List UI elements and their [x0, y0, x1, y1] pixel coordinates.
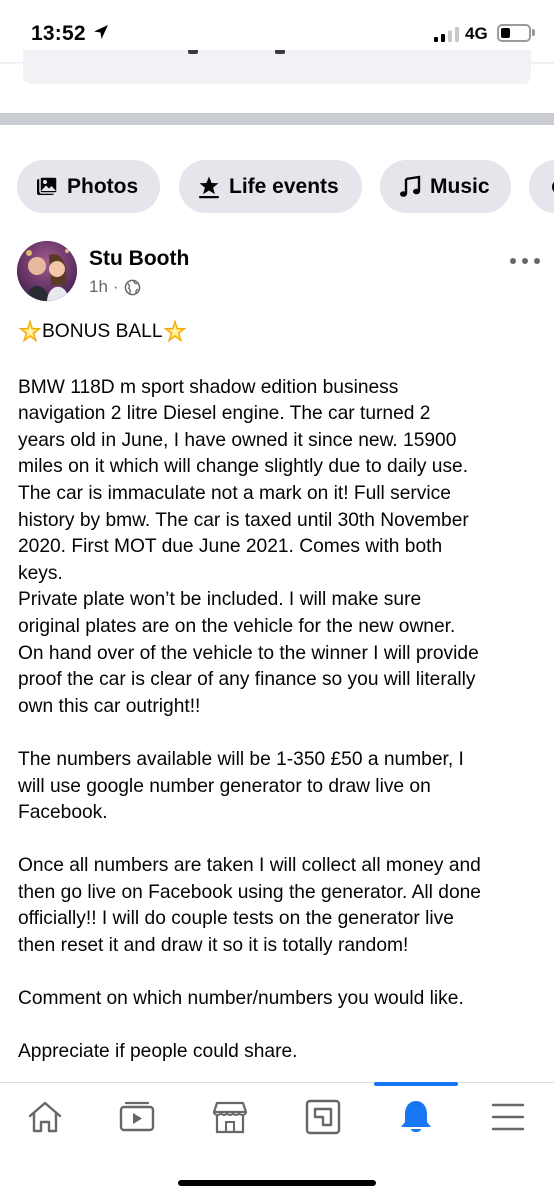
paragraph-gap	[18, 720, 538, 747]
more-dot	[510, 258, 516, 264]
notifications-icon	[397, 1098, 435, 1136]
post-bonus-line	[18, 318, 538, 346]
paragraph-gap	[18, 960, 538, 987]
post-line: original plates are on the vehicle for the new owner.	[18, 615, 456, 637]
post-body	[18, 318, 538, 1066]
chip-life-events[interactable]	[179, 160, 362, 213]
battery-tip	[532, 29, 535, 36]
post-line: BMW 118D m sport shadow edition business	[18, 376, 399, 398]
cut-off-chip-icon	[547, 175, 554, 199]
previous-card[interactable]	[23, 50, 531, 84]
post-line: years old in June, I have owned it since new. 15900	[18, 429, 457, 451]
post-line: Private plate won’t be included. I will make sure	[18, 589, 422, 611]
post-line: Facebook.	[18, 802, 108, 824]
photos-icon	[35, 175, 59, 199]
chip-music[interactable]	[380, 160, 511, 213]
menu-icon	[489, 1098, 527, 1136]
chip-photos[interactable]	[17, 160, 160, 213]
more-dot	[534, 258, 540, 264]
post-bonus-title: BONUS BALL	[42, 320, 163, 342]
chip-photos-label: Photos	[67, 174, 139, 198]
post-line: 2020. First MOT due June 2021. Comes with both	[18, 536, 443, 558]
avatar[interactable]	[17, 241, 77, 301]
post-line: own this car outright!!	[18, 695, 201, 717]
active-tab-indicator	[374, 1082, 458, 1086]
profile-chips	[17, 160, 554, 213]
nav-notifications[interactable]	[386, 1095, 446, 1139]
post-line: will use google number generator to draw live on	[18, 775, 431, 797]
location-arrow-icon	[93, 24, 109, 40]
post-line: then go live on Facebook using the generator. All done	[18, 881, 481, 903]
cut-off-glyph	[275, 50, 285, 54]
chip-more[interactable]	[529, 160, 554, 213]
status-time: 13:52	[31, 22, 86, 45]
marketplace-icon	[211, 1098, 249, 1136]
paragraph-gap	[18, 1013, 538, 1040]
gaming-icon	[304, 1098, 342, 1136]
post-line: On hand over of the vehicle to the winner I will provide	[18, 642, 479, 664]
network-type: 4G	[465, 24, 488, 43]
meta-separator: ·	[112, 277, 119, 296]
home-indicator[interactable]	[178, 1180, 376, 1186]
post-author[interactable]: Stu Booth	[89, 247, 190, 270]
post-line: navigation 2 litre Diesel engine. The car turned 2	[18, 403, 431, 425]
post-time[interactable]: 1h	[89, 277, 108, 296]
paragraph-gap	[18, 346, 538, 373]
chip-life-events-label: Life events	[229, 174, 339, 198]
post-line: The numbers available will be 1-350 £50 a number, I	[18, 748, 464, 770]
home-icon	[26, 1098, 64, 1136]
watch-icon	[118, 1098, 156, 1136]
post-line: history by bmw. The car is taxed until 30th November	[18, 509, 469, 531]
post-options-button[interactable]	[510, 254, 540, 268]
post-line: Once all numbers are taken I will collect all money and	[18, 855, 481, 877]
post-line: miles on it which will change slightly due to daily use.	[18, 456, 469, 478]
post-line: Comment on which number/numbers you would like.	[18, 988, 464, 1010]
more-dot	[522, 258, 528, 264]
nav-gaming[interactable]	[293, 1095, 353, 1139]
nav-menu[interactable]	[478, 1095, 538, 1139]
paragraph-gap	[18, 827, 538, 854]
glowing-star-icon	[18, 320, 42, 344]
music-note-icon	[398, 175, 422, 199]
battery-icon	[497, 24, 531, 42]
post-line: officially!! I will do couple tests on the generator live	[18, 908, 454, 930]
post-line: The car is immaculate not a mark on it! Full service	[18, 482, 451, 504]
section-divider	[0, 113, 554, 125]
signal-icon	[434, 27, 460, 42]
star-icon	[197, 175, 221, 199]
chip-music-label: Music	[430, 174, 490, 198]
globe-icon[interactable]	[124, 279, 141, 296]
nav-watch[interactable]	[107, 1095, 167, 1139]
nav-marketplace[interactable]	[200, 1095, 260, 1139]
post-line: keys.	[18, 562, 63, 584]
post-line: proof the car is clear of any finance so you will literally	[18, 669, 476, 691]
post-line: Appreciate if people could share.	[18, 1041, 298, 1063]
nav-home[interactable]	[15, 1095, 75, 1139]
post-line: then reset it and draw it so it is totally random!	[18, 935, 409, 957]
post-meta	[89, 277, 141, 297]
cut-off-glyph	[188, 50, 198, 54]
avatar-photo	[17, 241, 77, 301]
glowing-star-icon	[163, 320, 187, 344]
